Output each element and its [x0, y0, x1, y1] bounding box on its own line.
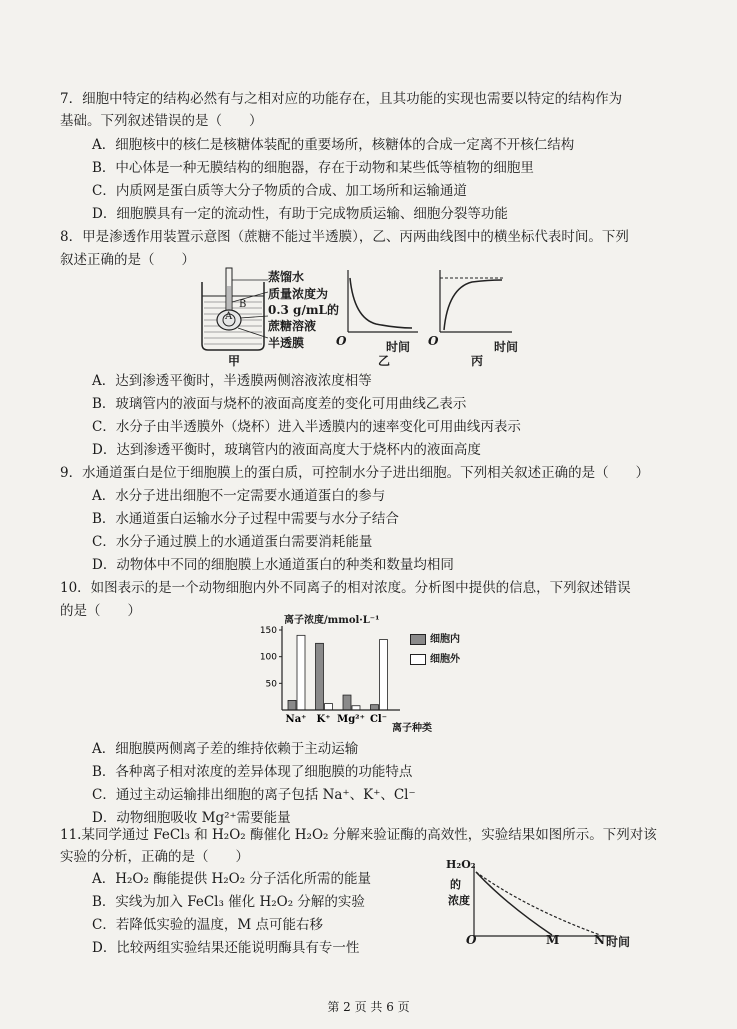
solid-curve	[476, 872, 552, 935]
curve-bing-figure	[432, 268, 516, 338]
bar-inside-2	[343, 695, 351, 710]
caption-bing: 丙	[471, 354, 484, 368]
label-semipermeable-membrane: 半透膜	[268, 336, 305, 350]
caption-yi: 乙	[378, 354, 391, 368]
label-distilled-water: 蒸馏水	[268, 270, 305, 284]
h2o2-decomposition-figure	[466, 864, 616, 944]
q11-option-c: C．若降低实验的温度，M 点可能右移	[92, 917, 323, 933]
bar-outside-3	[380, 640, 388, 710]
q9-stem: 9．水通道蛋白是位于细胞膜上的蛋白质，可控制水分子进出细胞。下列相关叙述正确的是（ ）	[60, 465, 650, 481]
bar-inside-3	[371, 705, 379, 710]
q10-option-c: C．通过主动运输排出细胞的离子包括 Na⁺、K⁺、Cl⁻	[92, 787, 416, 803]
yi-origin: O	[336, 334, 347, 348]
q7-option-a: A．细胞核中的核仁是核糖体装配的重要场所，核糖体的合成一定离不开核仁结构	[92, 137, 575, 153]
q9-option-a: A．水分子进出细胞不一定需要水通道蛋白的参与	[92, 488, 386, 504]
x-tick-label: Cl⁻	[369, 714, 388, 725]
bar-outside-0	[297, 635, 305, 710]
q7-option-b: B．中心体是一种无膜结构的细胞器，存在于动物和某些低等植物的细胞里	[92, 160, 534, 176]
q10-option-d: D．动物细胞吸收 Mg²⁺需要能量	[92, 810, 291, 826]
x-tick-label: K⁺	[316, 714, 331, 725]
chart-ylabel: 离子浓度/mmol·L⁻¹	[284, 615, 380, 626]
legend-label-outside: 细胞外	[430, 654, 460, 665]
bar-outside-2	[352, 706, 360, 710]
chart-xlabel: 离子种类	[392, 723, 432, 734]
q9-option-b: B．水通道蛋白运输水分子过程中需要与水分子结合	[92, 511, 399, 527]
q10-option-a: A．细胞膜两侧离子差的维持依赖于主动运输	[92, 741, 359, 757]
q7-option-c: C．内质网是蛋白质等大分子物质的合成、加工场所和运输通道	[92, 183, 467, 199]
q9-option-c: C．水分子通过膜上的水通道蛋白需要消耗能量	[92, 534, 373, 550]
bing-origin: O	[428, 334, 439, 348]
q11-option-d: D．比较两组实验结果还能说明酶具有专一性	[92, 940, 360, 956]
y-tick-label: 150	[259, 626, 277, 636]
q8-stem-line2: 叙述正确的是（ ）	[60, 252, 195, 268]
legend-label-inside: 细胞内	[430, 634, 460, 645]
q7-stem-line1: 7．细胞中特定的结构必然有与之相对应的功能存在，且其功能的实现也需要以特定的结构作为	[60, 91, 623, 107]
y-tick-label: 50	[265, 679, 277, 690]
point-n-label: N	[594, 933, 605, 947]
q7-stem-line2: 基础。下列叙述错误的是（ ）	[60, 113, 263, 129]
bar-inside-0	[288, 700, 296, 710]
label-concentration-1: 质量浓度为	[268, 287, 329, 301]
q11-option-b: B．实线为加入 FeCl₃ 催化 H₂O₂ 分解的实验	[92, 894, 365, 910]
q8-option-b: B．玻璃管内的液面与烧杯的液面高度差的变化可用曲线乙表示	[92, 396, 467, 412]
bing-time-label: 时间	[494, 340, 519, 354]
increasing-curve	[444, 280, 502, 330]
q11-stem-line1: 11.某同学通过 FeCl₃ 和 H₂O₂ 酶催化 H₂O₂ 分解来验证酶的高效性，实验结果如图所示。下列对该	[60, 827, 657, 843]
legend-swatch-outside	[410, 654, 426, 665]
x-tick-label: Na⁺	[285, 714, 307, 725]
legend-swatch-inside	[410, 634, 426, 645]
caption-jia: 甲	[228, 354, 241, 368]
yi-time-label: 时间	[386, 340, 411, 354]
enzyme-ylabel-2: 的	[450, 878, 461, 891]
enzyme-origin: O	[466, 933, 477, 947]
label-b: B	[239, 299, 247, 310]
bar-outside-1	[325, 704, 333, 710]
label-sucrose-solution: 蔗糖溶液	[268, 319, 317, 333]
point-m-label: M	[546, 933, 560, 947]
q10-option-b: B．各种离子相对浓度的差异体现了细胞膜的功能特点	[92, 764, 413, 780]
enzyme-time-label: 时间	[606, 935, 631, 949]
label-concentration-2: 0.3 g/mL的	[268, 303, 339, 317]
q8-stem-line1: 8．甲是渗透作用装置示意图（蔗糖不能过半透膜），乙、丙两曲线图中的横坐标代表时间。下列	[60, 229, 629, 245]
q8-option-c: C．水分子由半透膜外（烧杯）进入半透膜内的速率变化可用曲线丙表示	[92, 419, 521, 435]
curve-yi-figure	[340, 268, 420, 338]
label-a: A	[225, 311, 233, 322]
y-tick-label: 100	[259, 652, 277, 663]
q11-stem-line2: 实验的分析，正确的是（ ）	[60, 849, 249, 865]
x-tick-label: Mg²⁺	[337, 714, 365, 725]
q8-option-d: D．达到渗透平衡时，玻璃管内的液面高度大于烧杯内的液面高度	[92, 442, 481, 458]
ion-concentration-bar-chart	[259, 624, 512, 734]
decreasing-curve	[350, 278, 412, 328]
page-number-footer: 第 2 页 共 6 页	[327, 1000, 410, 1014]
q7-option-d: D．细胞膜具有一定的流动性，有助于完成物质运输、细胞分裂等功能	[92, 206, 508, 222]
enzyme-ylabel-3: 浓度	[448, 894, 470, 907]
enzyme-ylabel-1: H₂O₂	[446, 858, 476, 871]
q9-option-d: D．动物体中不同的细胞膜上水通道蛋白的种类和数量均相同	[92, 557, 454, 573]
q10-stem-line2: 的是（ ）	[60, 603, 141, 619]
q8-option-a: A．达到渗透平衡时，半透膜两侧溶液浓度相等	[92, 373, 372, 389]
bar-inside-1	[316, 643, 324, 710]
q11-option-a: A．H₂O₂ 酶能提供 H₂O₂ 分子活化所需的能量	[92, 871, 371, 887]
q10-stem-line1: 10．如图表示的是一个动物细胞内外不同离子的相对浓度。分析图中提供的信息，下列叙述错误	[60, 580, 631, 596]
